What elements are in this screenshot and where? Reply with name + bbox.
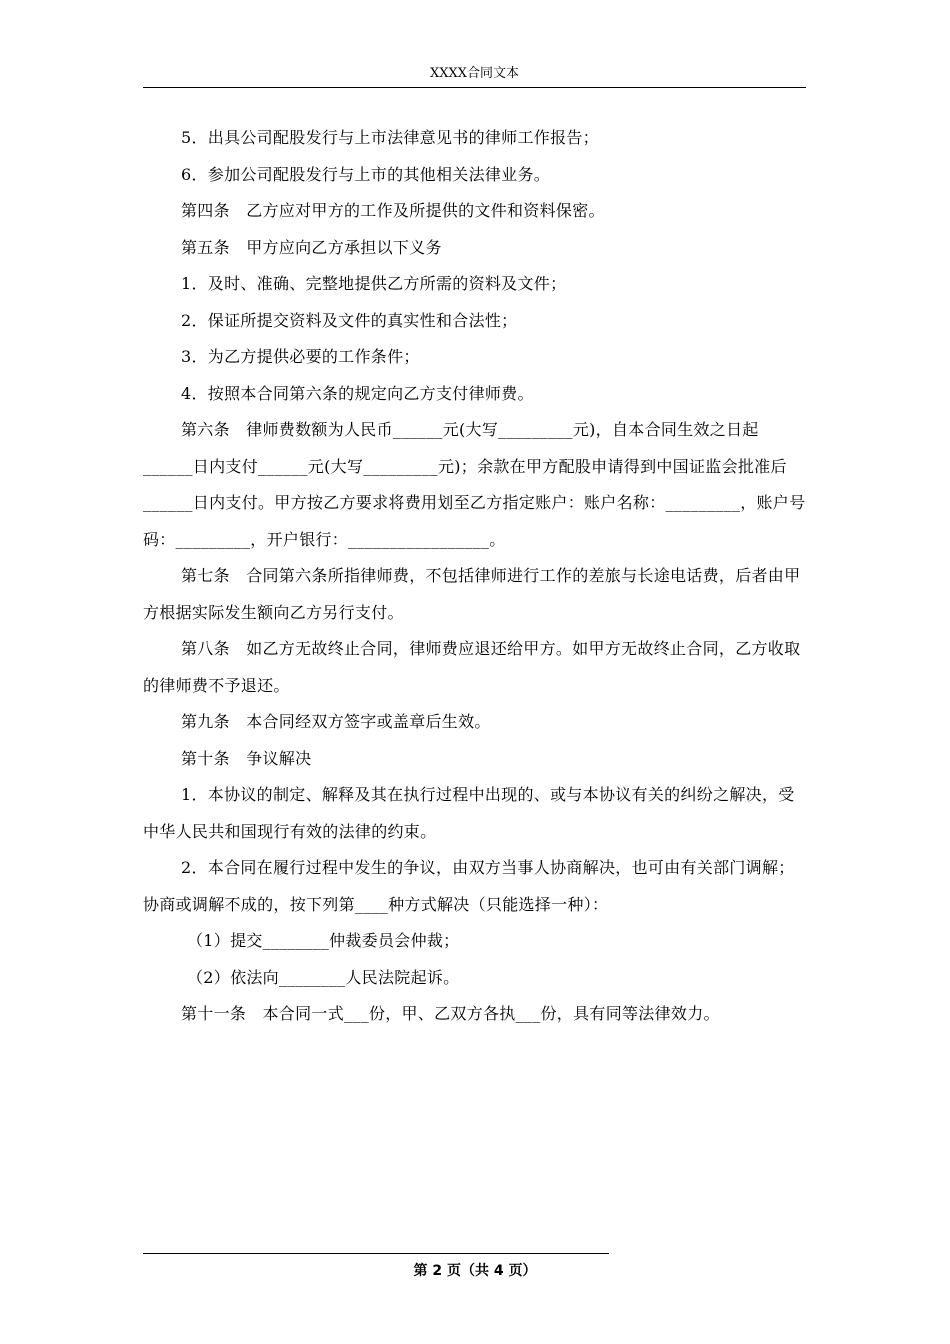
article-5-item-3: 3．为乙方提供必要的工作条件； <box>181 347 420 366</box>
dispute-option-2: （2）依法向________人民法院起诉。 <box>187 967 460 987</box>
article-5-item-4: 4．按照本合同第六条的规定向乙方支付律师费。 <box>181 383 534 403</box>
article-4: 第四条 乙方应对甲方的工作及所提供的文件和资料保密。 <box>181 201 605 220</box>
article-10-item-2: 2．本合同在履行过程中发生的争议，由双方当事人协商解决，也可由有关部门调解；协商或调解不成的，按下列第____种方式解决（只能选择一种）： <box>143 858 795 914</box>
article-10-item-1: 1．本协议的制定、解释及其在执行过程中出现的、或与本协议有关的纠纷之解决，受中华人民共和国现行有效的法律的约束。 <box>143 785 795 841</box>
article-5-heading: 第五条 甲方应向乙方承担以下义务 <box>181 237 442 257</box>
article-5-item-1: 1．及时、准确、完整地提供乙方所需的资料及文件； <box>181 274 567 293</box>
article-5-item-2: 2．保证所提交资料及文件的真实性和合法性； <box>181 310 518 330</box>
document-body <box>143 120 806 1033</box>
article-11: 第十一条 本合同一式___份，甲、乙双方各执___份，具有同等法律效力。 <box>181 1004 720 1023</box>
footer-divider <box>143 1253 609 1254</box>
header-divider <box>143 87 806 88</box>
article-6: 第六条 律师费数额为人民币______元(大写_________元)，自本合同生效之日起______日内支付______元(大写_________元)；余款在甲方配股申请得到中国证监会批准后______日内支付。甲方按乙方要求将费用划至乙方指定账户：账户名称：_________，账户号码：_________，开户银行：_________________。 <box>143 420 806 549</box>
article-8: 第八条 如乙方无故终止合同，律师费应退还给甲方。如甲方无故终止合同，乙方收取的律师费不予退还。 <box>143 639 801 695</box>
page-header-title: XXXX合同文本 <box>429 66 520 81</box>
article-7: 第七条 合同第六条所指律师费，不包括律师进行工作的差旅与长途电话费，后者由甲方根据实际发生额向乙方另行支付。 <box>143 566 801 622</box>
dispute-option-1: （1）提交________仲裁委员会仲裁； <box>187 931 460 950</box>
clause-item-5: 5．出具公司配股发行与上市法律意见书的律师工作报告； <box>181 128 599 147</box>
article-9: 第九条 本合同经双方签字或盖章后生效。 <box>181 712 491 731</box>
article-10-heading: 第十条 争议解决 <box>181 748 312 768</box>
clause-item-6: 6．参加公司配股发行与上市的其他相关法律业务。 <box>181 164 551 184</box>
page-number: 第 2 页（共 4 页） <box>413 1263 537 1279</box>
